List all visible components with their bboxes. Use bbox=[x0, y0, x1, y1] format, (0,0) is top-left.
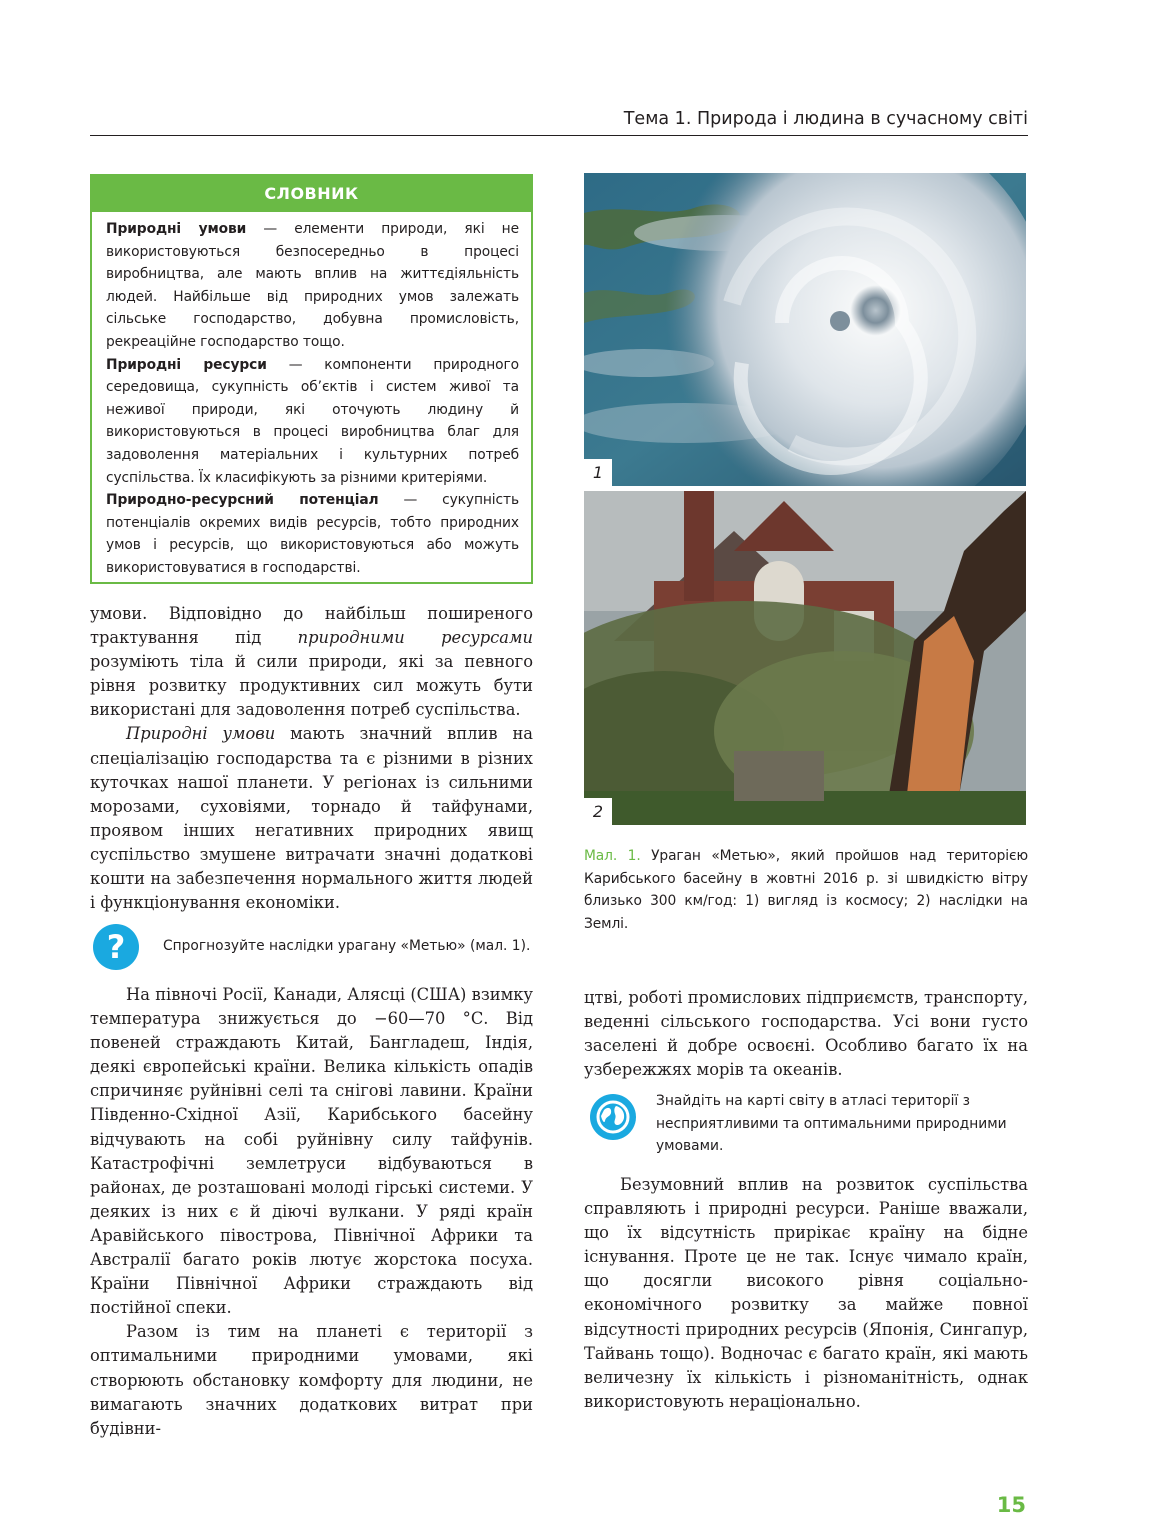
paragraph: На півночі Росії, Канади, Алясці (США) взимку температура знижується до −60—70 °С. Від повеней страждають Китай, Бангладеш, Індія, деякі європейські країни. Велика кількість опадів спричиняє руйнівні селі та снігові лавини. Країни Південно-Східної Азії, Карибського басейну відчувають на собі руйнівну силу тайфунів. Катастрофічні землетруси відбуваються в районах, де розташовані молоді гірські системи. У деяких із них є й діючі вулкани. У ряді країн Аравійського півострова, Північної Африки та Австралії багато років лютує жорстока посуха. Країни Північної Африки страждають від постійної спеки. bbox=[90, 985, 533, 1318]
paragraph bbox=[90, 722, 533, 915]
task-text: Знайдіть на карті світу в атласі території з несприятливими та оптимальними природними умовами. bbox=[656, 1093, 1007, 1154]
emphasis: природними ресурсами bbox=[297, 628, 533, 648]
glossary-entry bbox=[106, 218, 519, 354]
paragraph: цтві, роботі промислових підприємств, транспорту, веденні сільського господарства. Усі вони густо заселені й добре освоєні. Особливо багато їх на узбережжях морів та океанів. bbox=[584, 988, 1028, 1080]
paragraph: Безумовний вплив на розвиток суспільства справляють і природні ресурси. Раніше вважали, що їх відсутність прирікає країну на бідне існування. Проте це не так. Існує чимало країн, що досягли високого рівня соціально-економічного розвитку за майже повної відсутності природних ресурсів (Японія, Сингапур, Тайвань тощо). Водночас є багато країн, які мають величезну їх кількість і різноманітність, однак використовують нераціонально. bbox=[584, 1175, 1028, 1411]
photo-number: 2 bbox=[584, 798, 612, 825]
page-number: 15 bbox=[996, 1493, 1026, 1517]
question-block bbox=[90, 924, 535, 970]
question-text: Спрогнозуйте наслідки урагану «Метью» (мал. 1). bbox=[163, 938, 531, 954]
glossary-entry bbox=[106, 354, 519, 490]
glossary-term: Природно-ресурсний потенціал bbox=[106, 492, 379, 509]
body-text-left-bottom bbox=[90, 983, 533, 1441]
globe-icon bbox=[590, 1094, 636, 1140]
glossary-definition: — сукупність потенціалів окремих видів ресурсів, тобто природних умов і ресурсів, що використовуються або можуть використовуватися в господарстві. bbox=[106, 492, 519, 576]
glossary-body bbox=[92, 212, 531, 580]
body-text-right-top bbox=[584, 986, 1028, 1082]
text-run: умови. Відповідно до найбільш поширеного трактування під bbox=[90, 604, 533, 648]
text-run: розуміють тіла й сили природи, які за певного рівня розвитку продуктивних сил можуть бути використані для задоволення потреб суспільства. bbox=[90, 652, 533, 720]
hurricane-damage-photo bbox=[584, 491, 1026, 825]
paragraph bbox=[90, 602, 533, 722]
task-block bbox=[584, 1090, 1028, 1160]
glossary-definition: — елементи природи, які не використовуються безпосередньо в процесі виробництва, але мають вплив на життєдіяльність людей. Найбільше від природних умов залежать сільське господарство, добувна промисловість, рекреаційне господарство тощо. bbox=[106, 221, 519, 350]
glossary-box bbox=[90, 174, 533, 584]
question-icon: ? bbox=[93, 924, 139, 970]
photo-number: 1 bbox=[584, 459, 612, 486]
running-header: Тема 1. Природа і людина в сучасному світі bbox=[623, 109, 1028, 129]
figure-caption bbox=[584, 845, 1028, 935]
header-rule bbox=[90, 135, 1028, 136]
text-run: мають значний вплив на спеціалізацію господарства та є різними в різних куточках нашої планети. У регіонах із сильними морозами, суховіями, торнадо й тайфунами, проявом інших негативних природних явищ суспільство змушене витрачати значні додаткові кошти на забезпечення нормального життя людей і функціонування економіки. bbox=[90, 724, 534, 913]
caption-label: Мал. 1. bbox=[584, 848, 641, 864]
caption-text: Ураган «Метью», який пройшов над територією Карибського басейну в жовтні 2016 р. зі швидкістю вітру близько 300 км/год: 1) вигляд із космосу; 2) наслідки на Землі. bbox=[584, 848, 1028, 932]
glossary-term: Природні умови bbox=[106, 221, 247, 237]
glossary-definition: — компоненти природного середовища, сукупність об’єктів і систем живої та неживої природи, які оточують людину й використовуються в процесі виробництва благ для задоволення матеріальних і культурних потреб суспільства. Їх класифікують за різними критеріями. bbox=[106, 356, 519, 486]
hurricane-satellite-photo bbox=[584, 173, 1026, 486]
body-text-right-bottom bbox=[584, 1173, 1028, 1414]
glossary-term: Природні ресурси bbox=[106, 356, 267, 373]
body-text-left-top bbox=[90, 602, 533, 915]
glossary-entry bbox=[106, 489, 519, 579]
glossary-title: СЛОВНИК bbox=[92, 176, 531, 212]
paragraph: Разом із тим на планеті є території з оптимальними природними умовами, які створюють обстановку комфорту для людини, не вимагають значних додаткових витрат при будівни- bbox=[90, 1322, 533, 1438]
emphasis: Природні умови bbox=[126, 724, 276, 744]
